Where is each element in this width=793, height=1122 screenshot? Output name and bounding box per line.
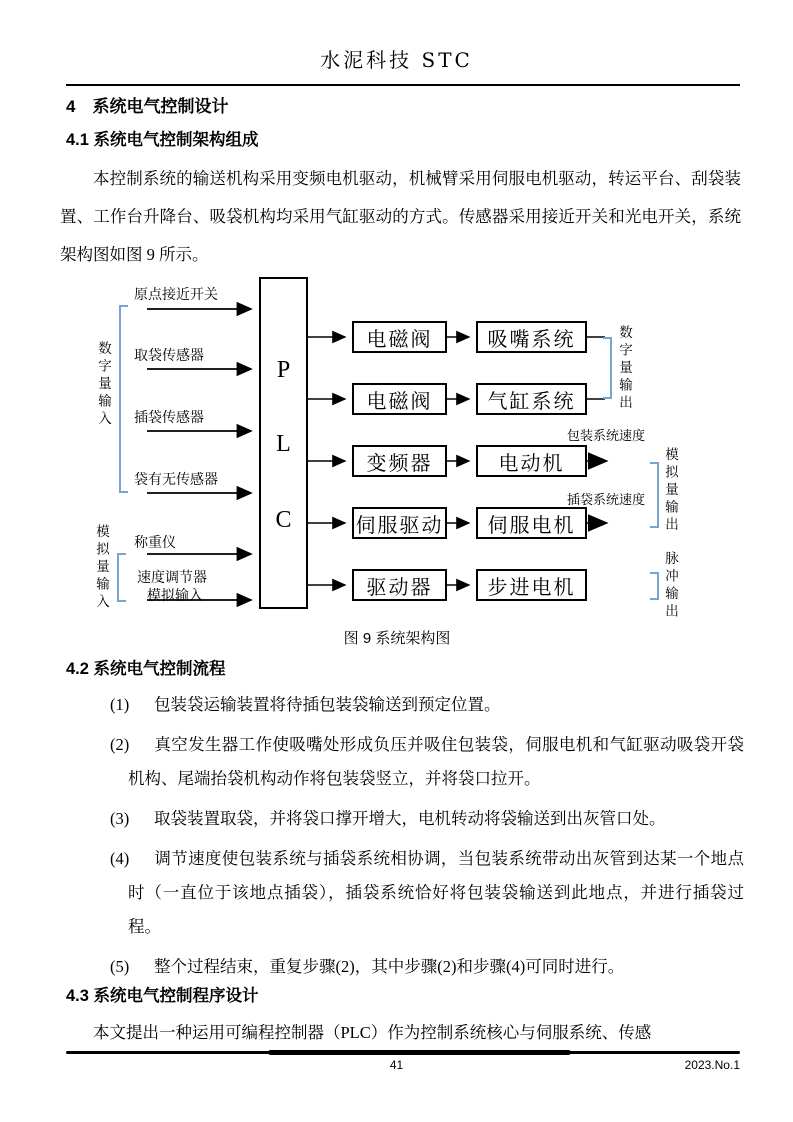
input-label-bag-insert-sensor: 插袋传感器 — [134, 411, 204, 426]
input-label-speed-regulator: 速度调节器 — [137, 571, 207, 586]
section-4-heading: 4 系统电气控制设计 — [66, 97, 229, 116]
input-label-bag-presence-sensor: 袋有无传感器 — [134, 473, 218, 488]
digital-output-bracket — [603, 337, 612, 399]
step-number: (2) — [110, 735, 130, 754]
footer-divider — [66, 1051, 740, 1054]
page-number: 41 — [389, 1058, 404, 1072]
analog-output-bracket — [650, 462, 659, 528]
figure-9-system-architecture-diagram — [57, 275, 767, 660]
box-suction-nozzle-system: 吸嘴系统 — [476, 321, 587, 353]
process-steps-list — [60, 688, 744, 990]
step-text: 真空发生器工作使吸嘴处形成负压并吸住包装袋，伺服电机和气缸驱动吸袋开袋机构、尾端抬袋机构动作将包装袋竖立，并将袋口拉开。 — [128, 735, 744, 788]
step-text: 取袋装置取袋，并将袋口撑开增大，电机转动将袋输送到出灰管口处。 — [154, 809, 666, 828]
box-driver: 驱动器 — [352, 569, 447, 601]
group-label-analog-input: 模拟量输入 — [94, 524, 109, 612]
box-stepper-motor: 步进电机 — [476, 569, 587, 601]
step-text: 调节速度使包装系统与插袋系统相协调，当包装系统带动出灰管到达某一个地点时（一直位于该地点插袋），插袋系统恰好将包装袋输送到此地点，并进行插袋过程。 — [128, 849, 744, 936]
step-number: (5) — [110, 957, 130, 976]
box-solenoid-valve-1: 电磁阀 — [352, 321, 447, 353]
group-label-pulse-output: 脉冲输出 — [663, 551, 678, 621]
section-4-1-paragraph: 本控制系统的输送机构采用变频电机驱动，机械臂采用伺服电机驱动，转运平台、刮袋装置、工作台升降台、吸袋机构均采用气缸驱动的方式。传感器采用接近开关和光电开关，系统架构图如图 9 所示。 — [60, 169, 741, 264]
group-label-analog-output: 模拟量输出 — [663, 447, 678, 535]
process-step-3 — [60, 802, 744, 836]
box-frequency-converter: 变频器 — [352, 445, 447, 477]
input-label-origin-proximity-switch: 原点接近开关 — [134, 288, 218, 303]
step-text: 包装袋运输装置将待插包装袋输送到预定位置。 — [154, 695, 501, 714]
step-number: (4) — [110, 849, 130, 868]
process-step-5 — [60, 950, 744, 984]
label-bag-insert-system-speed: 插袋系统速度 — [566, 492, 645, 507]
header-divider — [66, 84, 740, 86]
input-label-bag-pick-sensor: 取袋传感器 — [134, 349, 204, 364]
process-step-1 — [60, 688, 744, 722]
digital-input-bracket — [119, 305, 128, 493]
section-4-2-heading: 4.2 系统电气控制流程 — [66, 660, 226, 678]
step-number: (1) — [110, 695, 130, 714]
plc-letter-c: C — [275, 507, 292, 533]
label-packing-system-speed: 包装系统速度 — [566, 428, 645, 443]
box-electric-motor: 电动机 — [476, 445, 587, 477]
box-servo-drive: 伺服驱动 — [352, 507, 447, 539]
input-label-weighing-instrument: 称重仪 — [134, 536, 176, 551]
plc-letter-l: L — [276, 431, 291, 457]
plc-letter-p: P — [276, 357, 291, 383]
pulse-output-bracket — [650, 572, 659, 600]
step-text: 整个过程结束，重复步骤(2)，其中步骤(2)和步骤(4)可同时进行。 — [154, 957, 625, 976]
group-label-digital-output: 数字量输出 — [617, 325, 632, 413]
group-label-digital-input: 数字量输入 — [96, 341, 111, 429]
step-number: (3) — [110, 809, 130, 828]
process-step-2 — [60, 728, 744, 796]
box-cylinder-system: 气缸系统 — [476, 383, 587, 415]
analog-input-bracket — [117, 553, 126, 602]
plc-block — [259, 277, 308, 609]
journal-title: 水泥科技 STC — [320, 48, 473, 72]
process-step-4 — [60, 842, 744, 944]
box-solenoid-valve-2: 电磁阀 — [352, 383, 447, 415]
section-4-3-heading: 4.3 系统电气控制程序设计 — [66, 987, 259, 1005]
input-label-analog-input: 模拟输入 — [147, 589, 203, 604]
section-4-1-heading: 4.1 系统电气控制架构组成 — [66, 131, 259, 149]
figure-caption: 图 9 系统架构图 — [343, 630, 451, 647]
section-4-3-paragraph: 本文提出一种运用可编程控制器（PLC）作为控制系统核心与伺服系统、传感 — [93, 1023, 652, 1042]
box-servo-motor: 伺服电机 — [476, 507, 587, 539]
journal-issue: 2023.No.1 — [684, 1058, 740, 1072]
